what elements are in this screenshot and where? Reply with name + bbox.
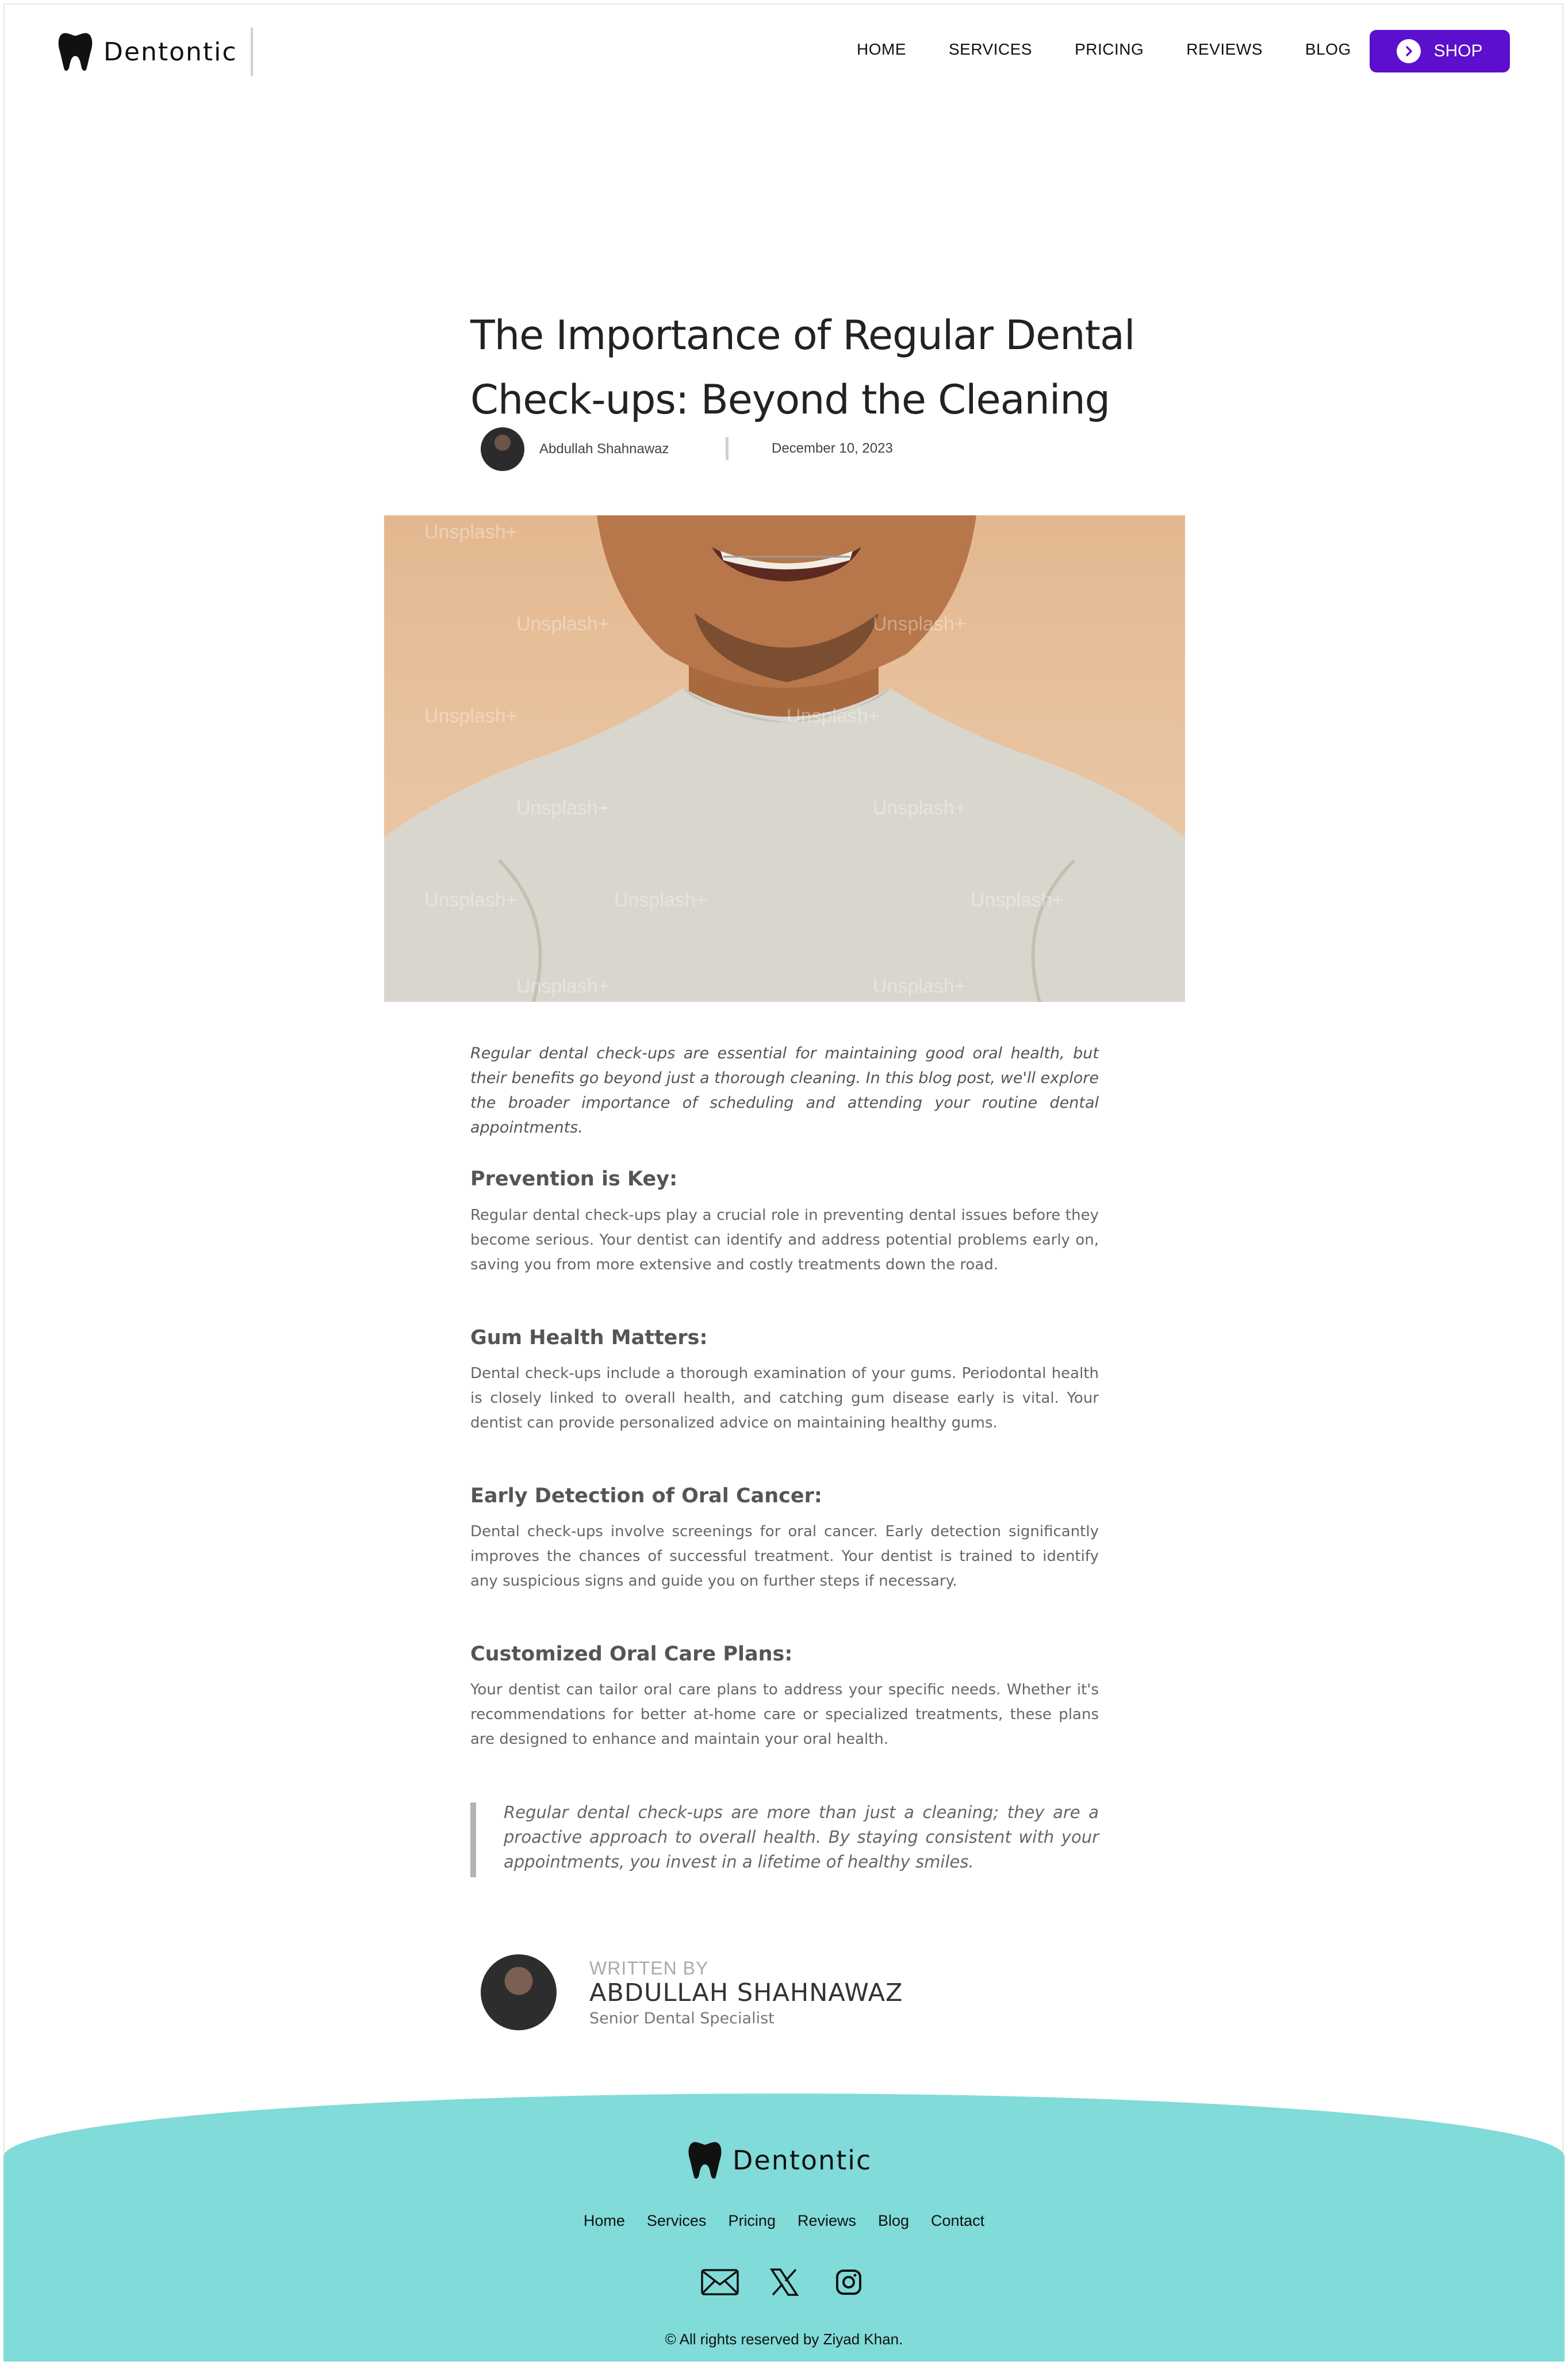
mail-icon[interactable] <box>700 2266 740 2298</box>
footer-link-reviews[interactable]: Reviews <box>797 2212 856 2229</box>
footer-link-services[interactable]: Services <box>646 2212 707 2229</box>
section-body: Dental check-ups involve screenings for oral cancer. Early detection significantly improves the chances of successful treatment. Your dentist is trained to identify any suspicious signs and guide you on further steps if necessary. <box>470 1523 1099 1590</box>
section-heading: Gum Health Matters: <box>470 1326 708 1349</box>
tooth-icon <box>687 2141 723 2180</box>
footer-link-blog[interactable]: Blog <box>878 2212 910 2229</box>
main-menu <box>857 40 1394 59</box>
bio-author-name[interactable]: ABDULLAH SHAHNAWAZ <box>589 1979 903 2007</box>
footer-logo[interactable] <box>687 2141 872 2180</box>
section-heading: Prevention is Key: <box>470 1168 678 1191</box>
section-body: Your dentist can tailor oral care plans to address your specific needs. Whether it's recommendations for better at-home care or specialized treatments, these plans are designed to enhance and maintain your oral health. <box>470 1681 1099 1748</box>
footer-link-contact[interactable]: Contact <box>931 2212 985 2229</box>
top-navbar <box>0 0 1568 104</box>
watermark-6: Unsplash+ <box>516 797 609 819</box>
bio-author-role: Senior Dental Specialist <box>589 2010 775 2027</box>
pull-quote: Regular dental check-ups are more than just a cleaning; they are a proactive approach to overall health. By staying consistent with your appointments, you invest in a lifetime of healthy smiles. <box>504 1803 1099 1872</box>
brand-name: Dentontic <box>103 37 237 67</box>
watermark-10: Unsplash+ <box>971 889 1064 911</box>
meta-divider <box>726 437 729 460</box>
hero-illustration <box>384 515 1185 1002</box>
watermark-9: Unsplash+ <box>614 889 707 911</box>
article-meta <box>481 427 669 472</box>
logo-divider <box>251 28 253 76</box>
section-body: Regular dental check-ups play a crucial role in preventing dental issues before they become serious. Your dentist can identify and address potential problems early on, saving you from more extensive and costly treatments down the road. <box>470 1207 1099 1273</box>
footer-link-pricing[interactable]: Pricing <box>728 2212 776 2229</box>
watermark-3: Unsplash+ <box>873 613 966 635</box>
nav-pricing[interactable]: PRICING <box>1075 40 1144 58</box>
shop-button[interactable] <box>1370 30 1510 72</box>
footer-link-home[interactable]: Home <box>583 2212 625 2229</box>
nav-blog[interactable]: BLOG <box>1305 40 1351 58</box>
author-name[interactable]: Abdullah Shahnawaz <box>539 441 669 457</box>
hero-image <box>384 515 1185 1002</box>
article-title: The Importance of Regular Dental Check-ups: Beyond the Cleaning <box>470 311 1135 423</box>
quote-bar <box>470 1803 476 1877</box>
brand-logo[interactable] <box>56 32 237 72</box>
watermark-11: Unsplash+ <box>516 975 609 997</box>
section-body: Dental check-ups include a thorough examination of your gums. Periodontal health is closely linked to overall health, and catching gum disease early is vital. Your dentist can provide personalized advice on maintaining healthy gums. <box>470 1365 1099 1432</box>
footer-menu <box>3 2212 1565 2230</box>
watermark-8: Unsplash+ <box>424 889 517 911</box>
social-links <box>3 2266 1565 2298</box>
written-by-label: WRITTEN BY <box>589 1958 709 1979</box>
nav-home[interactable]: HOME <box>857 40 906 58</box>
nav-services[interactable]: SERVICES <box>949 40 1033 58</box>
bio-avatar <box>481 1954 557 2030</box>
copyright: © All rights reserved by Ziyad Khan. <box>665 2330 903 2348</box>
watermark-12: Unsplash+ <box>873 975 966 997</box>
nav-reviews[interactable]: REVIEWS <box>1186 40 1263 58</box>
article-intro: Regular dental check-ups are essential for maintaining good oral health, but their benefits go beyond just a thorough cleaning. In this blog post, we'll explore the broader importance of scheduling and attending your routine dental appointments. <box>470 1044 1099 1136</box>
watermark-5: Unsplash+ <box>787 705 880 727</box>
footer <box>3 2094 1565 2362</box>
watermark-4: Unsplash+ <box>424 705 517 727</box>
watermark-1: Unsplash+ <box>424 521 517 543</box>
shop-label: SHOP <box>1433 41 1483 60</box>
x-icon[interactable] <box>764 2266 804 2298</box>
section-heading: Early Detection of Oral Cancer: <box>470 1484 822 1507</box>
tooth-icon <box>56 32 94 72</box>
chevron-right-icon <box>1397 39 1421 63</box>
watermark-2: Unsplash+ <box>516 613 609 635</box>
footer-brand-name: Dentontic <box>733 2145 872 2176</box>
instagram-icon[interactable] <box>829 2266 869 2298</box>
publish-date: December 10, 2023 <box>772 441 893 456</box>
watermark-7: Unsplash+ <box>873 797 966 819</box>
section-heading: Customized Oral Care Plans: <box>470 1643 793 1666</box>
author-avatar <box>481 427 524 471</box>
